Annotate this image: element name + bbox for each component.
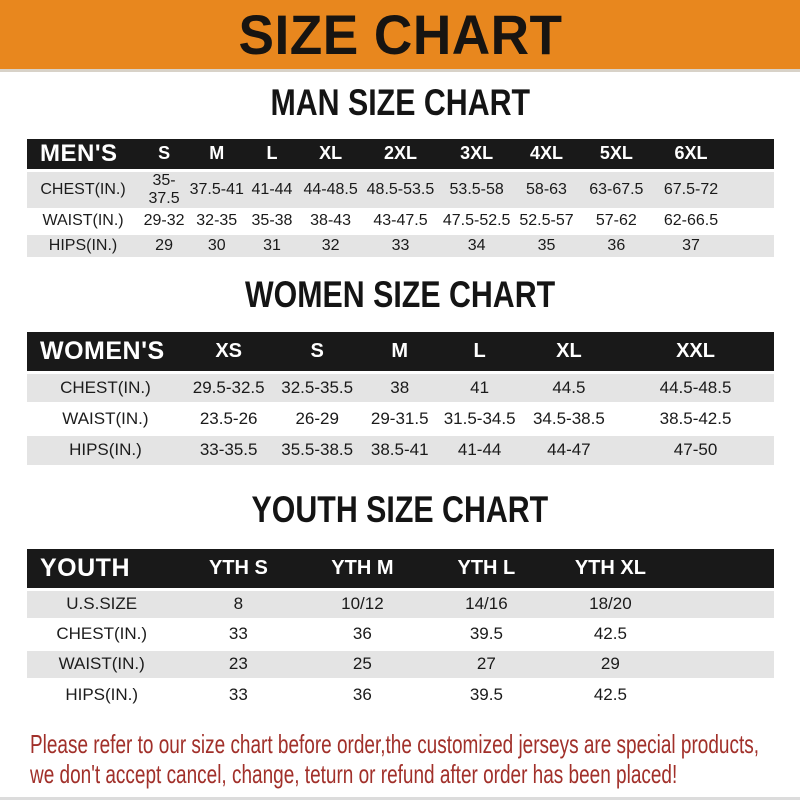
- size-cell-empty: [672, 679, 774, 709]
- size-cell: 37.5-41: [189, 180, 244, 198]
- size-cell: 25: [352, 654, 372, 673]
- row-label: CHEST(IN.): [40, 180, 126, 198]
- size-row: [27, 434, 774, 465]
- size-cell: 38.5-42.5: [659, 408, 732, 428]
- size-cell: 39.5: [469, 684, 503, 704]
- disclaimer-line-2: we don't accept cancel, change, teturn or refund after order has been placed!: [30, 759, 678, 789]
- size-cell: 29: [155, 236, 173, 254]
- size-header-row: [27, 139, 774, 170]
- column-header-empty: [728, 139, 774, 170]
- size-cell: 58-63: [526, 180, 567, 198]
- size-cell: 23.5-26: [199, 408, 258, 428]
- column-header: YTH L: [457, 556, 516, 579]
- size-cell: 32.5-35.5: [281, 377, 354, 397]
- size-row: [27, 233, 774, 257]
- row-label: CHEST(IN.): [60, 377, 151, 397]
- column-header: L: [266, 143, 278, 164]
- size-cell: 35.5-38.5: [281, 440, 354, 460]
- size-cell: 31: [263, 236, 281, 254]
- size-cell: 38: [390, 377, 410, 397]
- column-header: S: [158, 143, 171, 164]
- size-cell: 38-43: [310, 212, 352, 229]
- disclaimer-line-1: Please refer to our size chart before order,the customized jerseys are special products,: [30, 729, 759, 759]
- men-size-table: [27, 139, 774, 257]
- size-row: [27, 589, 774, 619]
- row-label: HIPS(IN.): [48, 236, 118, 254]
- column-header: YTH S: [208, 556, 268, 579]
- size-cell: 29: [600, 654, 620, 673]
- size-cell: 32: [321, 236, 340, 254]
- row-label: U.S.SIZE: [66, 594, 138, 613]
- women-section-title: [0, 274, 800, 318]
- row-label: WAIST(IN.): [58, 654, 145, 673]
- size-cell: 30: [207, 236, 226, 254]
- man-section-title: [0, 82, 800, 126]
- size-cell: 41: [470, 377, 490, 397]
- size-cell: 63-67.5: [589, 180, 644, 198]
- women-size-table: [27, 332, 774, 465]
- size-cell: 27: [476, 654, 496, 673]
- size-cell: 67.5-72: [663, 180, 719, 198]
- column-header: L: [473, 339, 486, 362]
- size-cell: 34: [467, 236, 486, 254]
- size-cell: 29-32: [143, 212, 185, 229]
- column-header: 6XL: [674, 143, 708, 164]
- column-header: XS: [215, 339, 243, 362]
- table-header-label: YOUTH: [40, 553, 130, 582]
- section-man: [0, 82, 800, 257]
- size-cell: 26-29: [295, 408, 339, 428]
- size-cell: 36: [352, 684, 372, 704]
- page-title: SIZE CHART: [238, 3, 562, 66]
- size-cell: 39.5: [469, 624, 503, 643]
- column-header: 2XL: [383, 143, 417, 164]
- column-header: 5XL: [599, 143, 633, 164]
- size-cell: 38.5-41: [370, 440, 429, 460]
- section-youth: [0, 489, 800, 709]
- section-women: [0, 274, 800, 465]
- size-cell: 35-38: [251, 212, 293, 229]
- size-cell: 52.5-57: [519, 212, 574, 229]
- column-header: YTH XL: [574, 556, 646, 579]
- youth-section-title-text: YOUTH SIZE CHART: [251, 489, 549, 530]
- column-header: M: [391, 339, 409, 362]
- column-header: YTH M: [331, 556, 394, 579]
- size-cell: 34.5-38.5: [532, 408, 605, 428]
- column-header: 4XL: [529, 143, 563, 164]
- size-cell: 44.5-48.5: [659, 377, 732, 397]
- youth-size-table: [27, 549, 774, 709]
- size-cell: 35: [537, 236, 556, 254]
- row-label: HIPS(IN.): [69, 440, 142, 460]
- youth-section-title: [0, 489, 800, 533]
- size-cell: 18/20: [589, 594, 632, 613]
- table-header-label: WOMEN'S: [40, 336, 165, 365]
- size-header-row: [27, 332, 774, 372]
- size-cell: 35-37.5: [148, 171, 180, 207]
- size-cell-empty: [672, 649, 774, 679]
- size-cell: 43-47.5: [373, 212, 428, 229]
- size-cell: 44-47: [547, 440, 591, 460]
- size-cell: 33: [391, 236, 410, 254]
- size-cell-empty: [728, 209, 774, 233]
- column-header: 3XL: [460, 143, 494, 164]
- size-row: [27, 170, 774, 209]
- size-chart-banner: [0, 0, 800, 72]
- size-cell: 47-50: [673, 440, 718, 460]
- size-cell: 14/16: [465, 594, 508, 613]
- size-cell: 33: [228, 684, 248, 704]
- size-cell: 41-44: [457, 440, 502, 460]
- column-header: S: [310, 339, 324, 362]
- size-cell: 48.5-53.5: [366, 180, 435, 198]
- women-section-title-text: WOMEN SIZE CHART: [244, 274, 556, 315]
- size-cell: 57-62: [595, 212, 637, 229]
- size-row: [27, 679, 774, 709]
- size-cell: 62-66.5: [663, 212, 719, 229]
- size-cell-empty: [728, 170, 774, 209]
- size-cell: 44.5: [552, 377, 586, 397]
- size-row: [27, 619, 774, 649]
- size-cell: 36: [607, 236, 626, 254]
- size-cell-empty: [672, 589, 774, 619]
- size-cell: 8: [233, 594, 244, 613]
- size-cell: 41-44: [251, 180, 293, 198]
- size-cell: 31.5-34.5: [443, 408, 516, 428]
- row-label: HIPS(IN.): [65, 684, 139, 704]
- column-header: XL: [556, 339, 582, 362]
- size-cell: 42.5: [593, 624, 627, 643]
- size-cell: 53.5-58: [449, 180, 504, 198]
- size-cell: 10/12: [341, 594, 384, 613]
- table-header-label: MEN'S: [40, 139, 118, 167]
- column-header: XXL: [676, 339, 715, 362]
- size-cell: 29.5-32.5: [192, 377, 265, 397]
- size-row: [27, 403, 774, 434]
- size-cell: 33: [228, 624, 248, 643]
- size-cell: 37: [682, 236, 700, 254]
- column-header-empty: [672, 549, 774, 589]
- size-row: [27, 209, 774, 233]
- column-header: M: [209, 143, 225, 164]
- size-cell: 29-31.5: [370, 408, 429, 428]
- row-label: WAIST(IN.): [42, 212, 124, 229]
- size-row: [27, 372, 774, 403]
- size-cell: 47.5-52.5: [442, 212, 511, 229]
- size-cell: 44-48.5: [303, 180, 358, 198]
- column-header: XL: [319, 143, 343, 164]
- row-label: CHEST(IN.): [56, 624, 148, 643]
- size-cell: 32-35: [196, 212, 238, 229]
- size-cell: 23: [228, 654, 248, 673]
- size-header-row: [27, 549, 774, 589]
- size-cell: 36: [352, 624, 372, 643]
- size-row: [27, 649, 774, 679]
- man-section-title-text: MAN SIZE CHART: [270, 82, 530, 123]
- row-label: WAIST(IN.): [62, 408, 149, 428]
- footer-disclaimer: [30, 729, 800, 789]
- size-cell: 42.5: [593, 684, 627, 704]
- size-cell: 33-35.5: [199, 440, 258, 460]
- size-cell-empty: [728, 233, 774, 257]
- size-cell-empty: [672, 619, 774, 649]
